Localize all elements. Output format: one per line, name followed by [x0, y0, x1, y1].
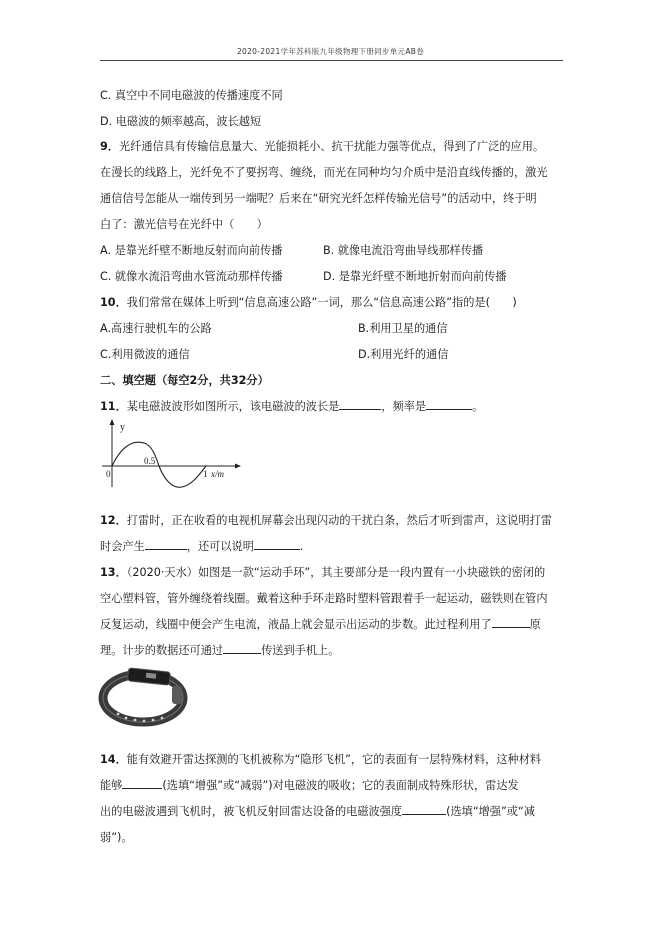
q14-stem-line-4: 弱”)。: [100, 831, 133, 844]
q11-text-a: 某电磁波波形如图所示，该电磁波的波长是: [126, 400, 340, 414]
q14-text-1: 能有效避开雷达探测的飞机被称为“隐形飞机”，它的表面有一层特殊材料，这种材料: [126, 753, 542, 766]
q13-text-1: （2020·天水）如图是一款“运动手环”，其主要部分是一段内置有一小块磁铁的密闭的: [126, 566, 546, 579]
q10-option-c: C.利用微波的通信: [100, 348, 190, 361]
q14-text-2a: 能够: [100, 779, 123, 793]
q12-blank-2[interactable]: [254, 538, 300, 550]
q11-blank-frequency[interactable]: [426, 398, 472, 410]
q10-option-a: A.高速行驶机车的公路: [100, 322, 212, 335]
wave-tick-1: 1: [203, 469, 208, 479]
q11-text-b: ，频率是: [381, 400, 427, 414]
q11-number: 11．: [100, 400, 127, 414]
q13-blank-1[interactable]: [492, 616, 530, 628]
q9-option-d: D. 是靠光纤壁不断地折射而向前传播: [323, 270, 507, 283]
q14-number: 14．: [100, 753, 127, 766]
q13-text-4b: 传送到手机上。: [261, 644, 340, 658]
q12-stem-line-2: [100, 538, 303, 554]
fitness-band-image: [98, 664, 188, 730]
q14-blank-1[interactable]: [122, 777, 162, 789]
wave-tick-05: 0.5: [144, 456, 156, 466]
q11-stem: [100, 398, 483, 414]
q10-text: 我们常常在媒体上听到“信息高速公路”一词，那么“信息高速公路”指的是( ): [126, 296, 517, 309]
band-screen: [146, 673, 156, 679]
q14-text-2b: (选填“增强”或“减弱”)对电磁波的吸收；它的表面制成特殊形状，雷达发: [162, 779, 519, 793]
q14-stem-line-2: [100, 777, 519, 793]
band-hole: [143, 720, 146, 723]
band-hole: [161, 717, 164, 720]
q9-stem-line-3: 通信信号怎能从一端传到另一端呢？后来在“研究光纤怎样传输光信号”的活动中，终于明: [100, 192, 537, 205]
header-rule: [100, 60, 563, 61]
q13-text-3a: 反复运动，线圈中便会产生电流，液晶上就会显示出运动的步数。此过程利用了: [100, 618, 492, 632]
q14-stem-line-3: [100, 803, 535, 819]
wave-tick-0: 0: [106, 469, 111, 479]
q10-option-d: D.利用光纤的通信: [358, 348, 449, 361]
band-clasp: [172, 686, 182, 704]
q9-stem-line-2: 在漫长的线路上，光纤免不了要拐弯、缠绕，而光在同种均匀介质中是沿直线传播的，激光: [100, 166, 548, 179]
q12-text-2c: .: [299, 540, 304, 554]
q9-text-1: 光纤通信具有传输信息量大、光能损耗小、抗干扰能力强等优点，得到了广泛的应用。: [118, 140, 545, 153]
q13-stem-line-3: [100, 616, 541, 632]
q13-blank-2[interactable]: [223, 642, 261, 654]
q12-text-2a: 时会产生: [100, 540, 145, 554]
fitness-band-svg: [98, 664, 188, 730]
wave-x-label: x/m: [211, 469, 224, 479]
q12-text-2b: ，还可以说明: [186, 540, 254, 554]
wave-curve: [112, 442, 206, 487]
q9-option-c: C. 就像水流沿弯曲水管流动那样传播: [100, 270, 283, 283]
q14-stem-line-1: [100, 751, 541, 767]
q9-option-b: B. 就像电流沿弯曲导线那样传播: [323, 244, 484, 257]
q10-option-b: B.利用卫星的通信: [358, 322, 448, 335]
band-hole: [117, 713, 120, 716]
section-title-fill-blank: 二、填空题（每空2分，共32分）: [100, 374, 269, 387]
q10-number: 10．: [100, 296, 127, 309]
band-hole: [134, 719, 137, 722]
q14-text-3a: 出的电磁波遇到飞机时，被飞机反射回雷达设备的电磁波强度: [100, 805, 403, 819]
band-hole: [125, 717, 128, 720]
q12-text-1: 打雷时，正在收看的电视机屏幕会出现闪动的干扰白条，然后才听到雷声，这说明打雷: [126, 514, 552, 527]
x-axis-arrow: [235, 464, 241, 469]
q8-option-c: C. 真空中不同电磁波的传播速度不同: [100, 89, 283, 102]
q12-stem-line-1: [100, 512, 552, 528]
y-axis-arrow: [110, 419, 115, 425]
q9-stem-line-1: [100, 138, 544, 154]
q13-stem-line-4: [100, 642, 339, 658]
q12-blank-1[interactable]: [145, 538, 187, 550]
wave-diagram: [94, 417, 244, 489]
q14-text-3b: (选填“增强”或“减: [446, 805, 535, 819]
q9-number: 9．: [100, 140, 119, 153]
q13-stem-line-1: [100, 564, 545, 580]
q13-number: 13．: [100, 566, 127, 579]
q13-text-3b: 原: [529, 618, 541, 632]
q9-stem-line-4: 白了：激光信号在光纤中（ ）: [100, 218, 268, 231]
q11-blank-wavelength[interactable]: [339, 398, 381, 410]
q10-stem: [100, 294, 517, 310]
q9-option-a: A. 是靠光纤壁不断地反射而向前传播: [100, 244, 283, 257]
q8-option-d: D. 电磁波的频率越高，波长越短: [100, 115, 262, 128]
q11-text-c: 。: [472, 400, 484, 414]
q12-number: 12．: [100, 514, 127, 527]
q13-stem-line-2: 空心塑料管，管外缠绕着线圈。戴着这种手环走路时塑料管跟着手一起运动，磁铁则在管内: [100, 592, 548, 605]
q14-blank-2[interactable]: [402, 803, 446, 815]
wave-y-label: y: [120, 422, 125, 433]
wave-diagram-svg: [94, 417, 244, 489]
q13-text-4a: 理。计步的数据还可通过: [100, 644, 224, 658]
band-hole: [152, 719, 155, 722]
page-header: 2020-2021学年苏科版九年级物理下册同步单元AB卷: [236, 47, 425, 56]
